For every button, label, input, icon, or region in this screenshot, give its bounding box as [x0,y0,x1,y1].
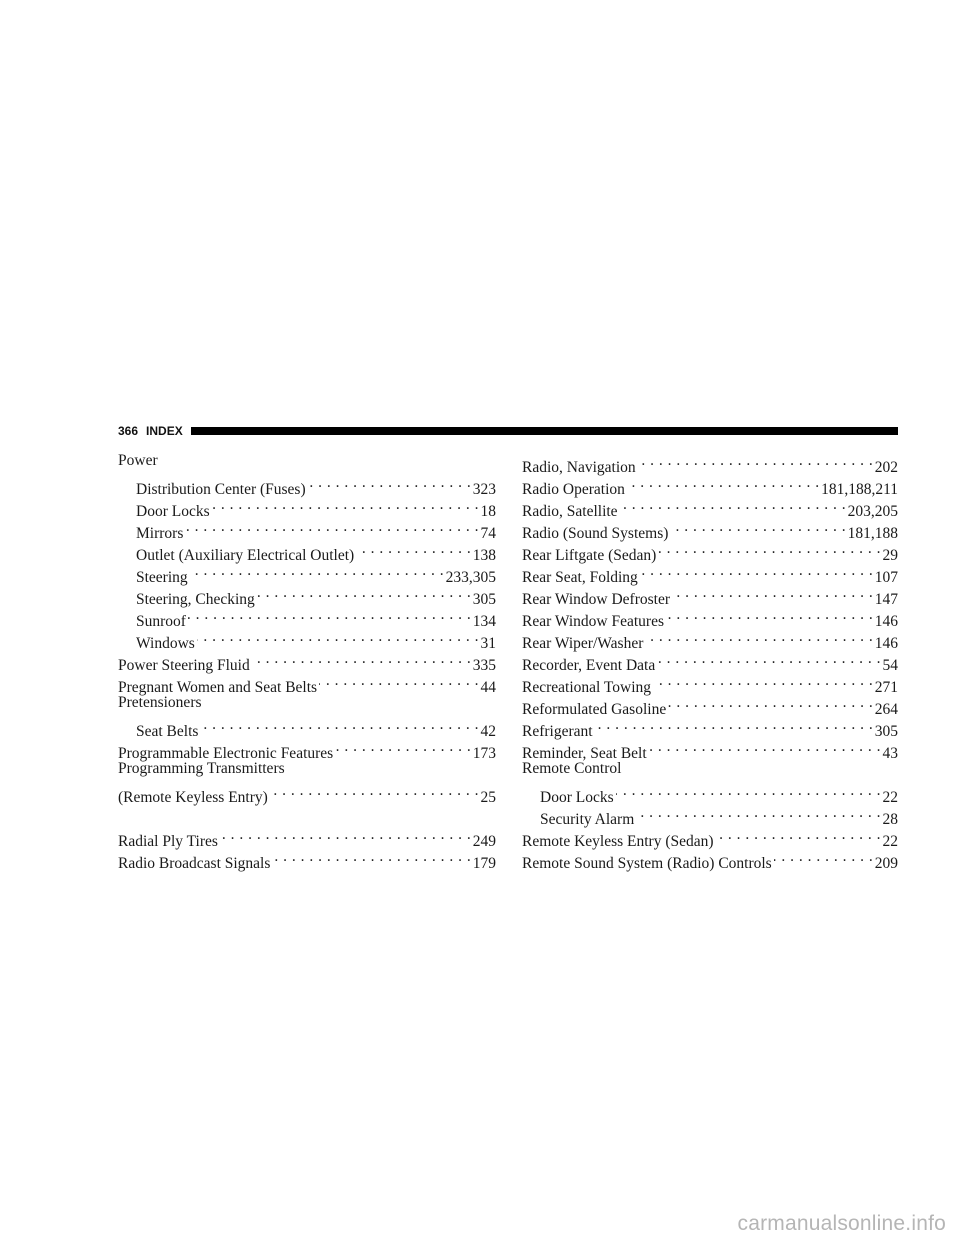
entry-label: Door Locks [136,503,210,520]
entry-label: Recreational Towing [522,679,652,696]
entry-label: Reminder, Seat Belt [522,745,647,762]
dot-leader [356,538,471,560]
entry-page-number: 203,205 [847,503,898,520]
entry-page-number: 43 [882,745,898,762]
dot-leader [272,846,470,868]
entry-page-number: 138 [472,547,496,564]
entry-page-number: 249 [472,833,496,850]
entry-page-number: 271 [874,679,898,696]
entry-page-number: 264 [874,701,898,718]
entry-page-number: 181,188,211 [821,481,898,498]
entry-page-number: 305 [874,723,898,740]
dot-leader [716,824,881,846]
entry-page-number: 31 [480,635,496,652]
entry-label: Remote Keyless Entry (Sedan) [522,833,714,850]
entry-page-number: 42 [480,723,496,740]
index-entry [118,824,496,850]
entry-label: Distribution Center (Fuses) [136,481,306,498]
entry-label: Security Alarm [540,811,635,828]
entry-label: Programming Transmitters [118,760,285,777]
dot-leader [220,824,471,846]
entry-page-number: 147 [874,591,898,608]
entry-label: Rear Seat, Folding [522,569,638,586]
dot-leader [595,714,873,736]
entry-page-number: 29 [882,547,898,564]
header-rule [191,427,898,435]
entry-label: Seat Belts [136,723,199,740]
dot-leader [640,560,873,582]
dot-leader [774,846,873,868]
entry-label: Steering, Checking [136,591,255,608]
dot-leader [308,472,471,494]
dot-leader [197,626,479,648]
index-entry [118,714,496,740]
entry-page-number: 181,188 [847,525,898,542]
entry-page-number: 335 [472,657,496,674]
dot-leader [668,692,873,714]
index-heading [118,450,496,472]
entry-label: Radio, Navigation [522,459,636,476]
entry-label: Rear Window Defroster [522,591,671,608]
entry-label: Rear Liftgate (Sedan) [522,547,657,564]
entry-label: Steering [136,569,188,586]
dot-leader [670,516,845,538]
dot-leader [653,670,873,692]
entry-page-number: 107 [874,569,898,586]
dot-leader [190,560,444,582]
dot-leader [257,582,471,604]
entry-page-number: 146 [874,613,898,630]
entry-page-number: 25 [480,789,496,806]
dot-leader [657,648,880,670]
entry-label: Reformulated Gasoline [522,701,667,718]
entry-label: Rear Wiper/Washer [522,635,644,652]
entry-page-number: 74 [480,525,496,542]
entry-label: Remote Control [522,760,622,777]
watermark-text: carmanualsonline.info [737,1212,946,1235]
dot-leader [200,714,478,736]
entry-label: Power [118,452,158,469]
dot-leader [188,604,471,626]
entry-label: Pretensioners [118,694,202,711]
entry-label: Radial Ply Tires [118,833,218,850]
entry-label: Remote Sound System (Radio) Controls [522,855,772,872]
entry-page-number: 54 [882,657,898,674]
entry-label: Rear Window Features [522,613,664,630]
page-number: 366 [118,424,139,438]
index-entry [118,780,496,806]
entry-label: Radio Broadcast Signals [118,855,271,872]
entry-label: Programmable Electronic Features [118,745,334,762]
entry-page-number: 22 [882,833,898,850]
index-column-left [118,450,496,872]
entry-page-number: 305 [472,591,496,608]
dot-leader [335,736,471,758]
entry-page-number: 202 [874,459,898,476]
section-title: INDEX [146,424,183,438]
dot-leader [620,494,846,516]
entry-label: (Remote Keyless Entry) [118,789,268,806]
dot-leader [270,780,479,802]
entry-label: Recorder, Event Data [522,657,656,674]
entry-page-number: 233,305 [445,569,496,586]
dot-leader [319,670,478,692]
entry-page-number: 28 [882,811,898,828]
entry-label: Power Steering Fluid [118,657,250,674]
entry-page-number: 18 [480,503,496,520]
entry-page-number: 323 [472,481,496,498]
dot-leader [252,648,471,670]
index-column-right [522,450,898,872]
entry-label: Pregnant Women and Seat Belts [118,679,318,696]
entry-page-number: 134 [472,613,496,630]
dot-leader [666,604,873,626]
index-heading [522,758,898,780]
dot-leader [638,450,873,472]
entry-page-number: 146 [874,635,898,652]
entry-label: Windows [136,635,195,652]
dot-leader [627,472,819,494]
entry-label: Radio Operation [522,481,625,498]
dot-leader [616,780,881,802]
dot-leader [672,582,873,604]
entry-page-number: 22 [882,789,898,806]
entry-label: Door Locks [540,789,614,806]
entry-page-number: 173 [472,745,496,762]
entry-page-number: 209 [874,855,898,872]
index-entry [118,472,496,498]
dot-leader [649,736,881,758]
entry-label: Radio (Sound Systems) [522,525,669,542]
entry-label: Radio, Satellite [522,503,618,520]
dot-leader [212,494,479,516]
entry-page-number: 44 [480,679,496,696]
index-entry [522,450,898,476]
dot-leader [645,626,872,648]
entry-label: Refrigerant [522,723,593,740]
index-entry [522,780,898,806]
page-header [118,421,898,441]
dot-leader [658,538,880,560]
dot-leader [636,802,880,824]
entry-label: Sunroof [136,613,186,630]
entry-page-number: 179 [472,855,496,872]
entry-label: Mirrors [136,525,184,542]
entry-label: Outlet (Auxiliary Electrical Outlet) [136,547,355,564]
dot-leader [185,516,478,538]
